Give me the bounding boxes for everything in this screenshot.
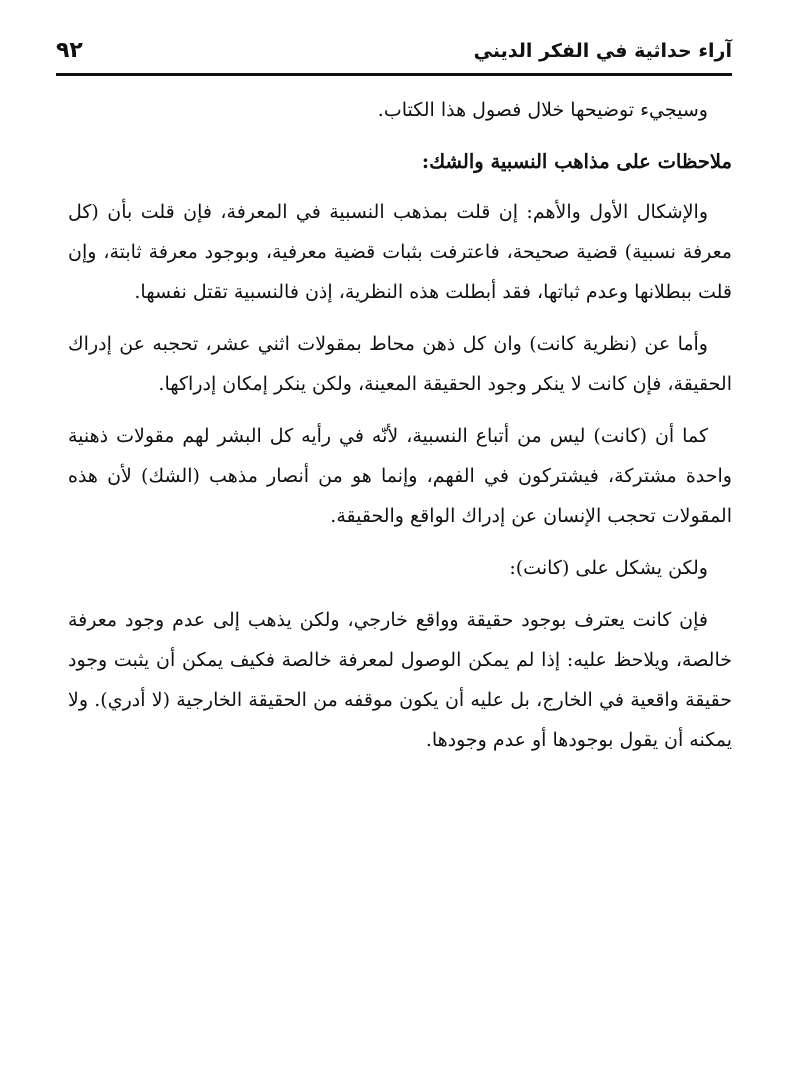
paragraph-6: فإن كانت يعترف بوجود حقيقة وواقع خارجي، ولكن يذهب إلى عدم وجود معرفة خالصة، ويلاحظ عليه: إذا لم يمكن الوصول لمعرفة خالصة فكيف يمكن أن يثبت وجود حقيقة واقعية في الخارج، بل عليه أن يكون موقفه من الحقيقة الخارجية (لا أدري). ولا يمكنه أن يقول بوجودها أو عدم وجودها. — [68, 609, 733, 751]
paragraph-4: كما أن (كانت) ليس من أتباع النسبية، لأنّه في رأيه كل البشر لهم مقولات ذهنية واحدة مشتركة، فيشتركون في الفهم، وإنما هو من أنصار مذهب (الشك) لأن هذه المقولات تحجب الإنسان عن إدراك الواقع والحقيقة. — [68, 425, 732, 527]
page-body — [68, 90, 732, 772]
page-header — [56, 26, 732, 66]
section-heading: ملاحظات على مذاهب النسبية والشك: — [421, 150, 732, 173]
paragraph-2: والإشكال الأول والأهم: إن قلت بمذهب النسبية في المعرفة، فإن قلت بأن (كل معرفة نسبية) قضية صحيحة، فاعترفت بثبات قضية معرفية، وبوجود معرفة ثابتة، وإن قلت ببطلانها وعدم ثباتها، فقد أبطلت هذه النظرية، إذن فالنسبية تقتل نفسها. — [68, 201, 732, 303]
paragraph-3: وأما عن (نظرية كانت) وان كل ذهن محاط بمقولات اثني عشر، تحجبه عن إدراك الحقيقة، فإن كانت لا ينكر وجود الحقيقة المعينة، ولكن ينكر إمكان إدراكها. — [68, 333, 732, 395]
running-title: آراء حداثية في الفكر الديني — [473, 40, 732, 62]
page-number: ٩٢ — [56, 38, 83, 63]
paragraph-1: وسيجيء توضيحها خلال فصول هذا الكتاب. — [377, 99, 708, 121]
paragraph-5: ولكن يشكل على (كانت): — [509, 557, 708, 579]
header-divider — [56, 73, 732, 76]
